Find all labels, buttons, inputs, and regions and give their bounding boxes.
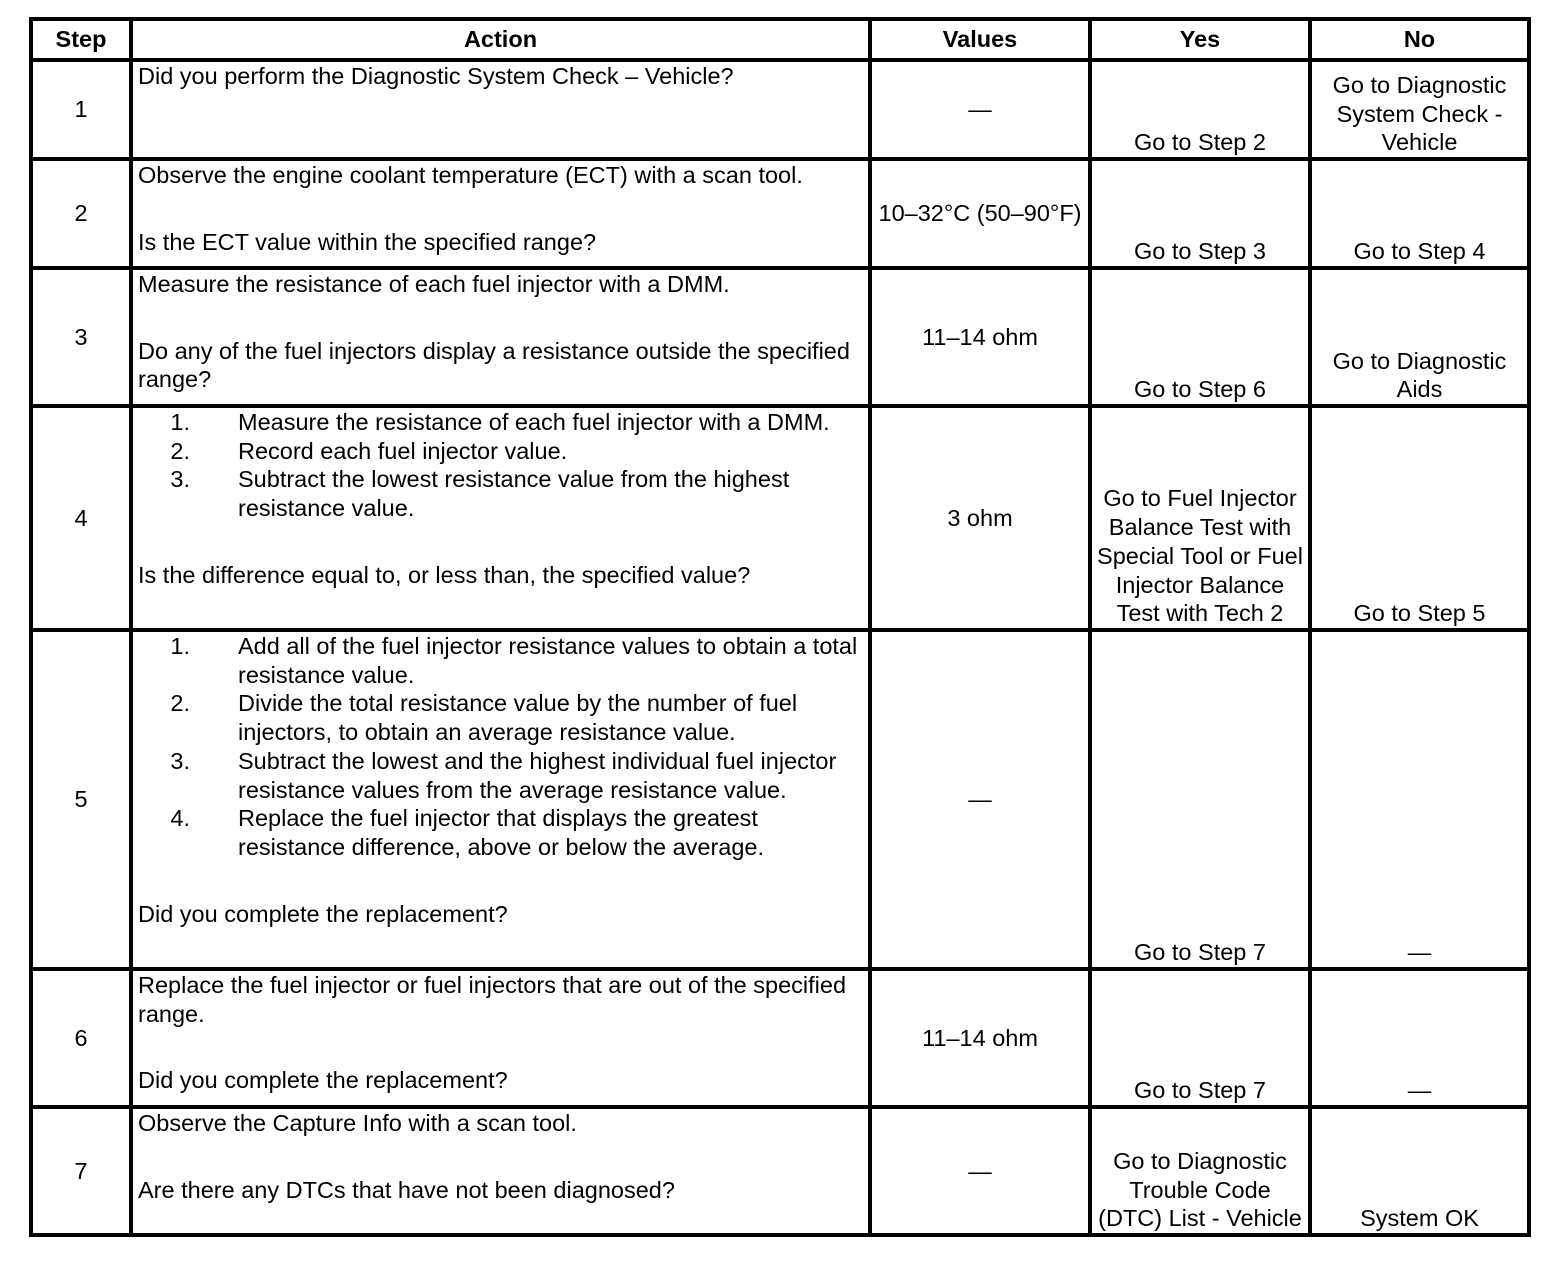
action-cell (131, 406, 870, 630)
yes-cell: Go to Fuel Injector Balance Test with Special Tool or Fuel Injector Balance Test with Tech 2 (1090, 406, 1310, 630)
list-text: Replace the fuel injector that displays the greatest resistance difference, above or below the average. (238, 805, 765, 860)
no-cell: Go to Diagnostic Aids (1310, 268, 1529, 406)
yes-cell: Go to Step 7 (1090, 630, 1310, 969)
list-item (138, 747, 863, 804)
list-text: Record each fuel injector value. (238, 437, 568, 464)
header-yes: Yes (1090, 19, 1310, 60)
action-cell (131, 630, 870, 969)
list-number: 3. (170, 466, 190, 493)
yes-cell: Go to Step 7 (1090, 969, 1310, 1107)
step-number: 6 (31, 969, 131, 1107)
header-action: Action (131, 19, 870, 60)
yes-cell: Go to Step 2 (1090, 60, 1310, 159)
value-cell: 11–14 ohm (870, 268, 1090, 406)
no-cell: Go to Step 4 (1310, 159, 1529, 268)
action-question: Is the difference equal to, or less than, the specified value? (138, 561, 751, 588)
action-question: Is the ECT value within the specified range? (138, 228, 597, 255)
yes-cell: Go to Diagnostic Trouble Code (DTC) List - Vehicle (1090, 1107, 1310, 1235)
list-number: 2. (170, 690, 190, 717)
no-cell: — (1310, 630, 1529, 969)
no-cell: Go to Diagnostic System Check - Vehicle (1310, 60, 1529, 159)
value-cell: — (870, 1107, 1090, 1235)
table-row (31, 406, 1529, 630)
table-row (31, 1107, 1529, 1235)
value-cell: — (870, 60, 1090, 159)
list-text: Subtract the lowest resistance value from the highest resistance value. (238, 466, 790, 522)
list-number: 4. (170, 805, 190, 832)
value-cell: 10–32°C (50–90°F) (870, 159, 1090, 268)
list-item (138, 804, 863, 861)
header-step: Step (31, 19, 131, 60)
list-item (138, 465, 863, 522)
value-cell: 11–14 ohm (870, 969, 1090, 1107)
step-number: 7 (31, 1107, 131, 1235)
list-item (138, 689, 863, 746)
list-text: Measure the resistance of each fuel injector with a DMM. (238, 409, 830, 435)
no-cell: — (1310, 969, 1529, 1107)
list-item (138, 632, 863, 689)
action-question: Do any of the fuel injectors display a resistance outside the specified range? (138, 337, 850, 393)
action-cell (131, 268, 870, 406)
list-item (138, 437, 863, 466)
header-row (31, 19, 1529, 60)
list-text: Add all of the fuel injector resistance values to obtain a total resistance value. (238, 633, 858, 688)
list-number: 3. (170, 747, 190, 774)
action-question: Are there any DTCs that have not been diagnosed? (138, 1176, 675, 1203)
instruction-list (138, 632, 863, 862)
list-number: 1. (170, 633, 190, 659)
step-number: 3 (31, 268, 131, 406)
action-cell (131, 1107, 870, 1235)
step-number: 4 (31, 406, 131, 630)
action-text: Did you perform the Diagnostic System Check – Vehicle? (138, 63, 734, 89)
list-text: Divide the total resistance value by the number of fuel injectors, to obtain an average resistance value. (238, 690, 798, 746)
list-number: 2. (170, 437, 190, 464)
no-cell: Go to Step 5 (1310, 406, 1529, 630)
header-no: No (1310, 19, 1529, 60)
step-number: 5 (31, 630, 131, 969)
list-text: Subtract the lowest and the highest individual fuel injector resistance values from the average resistance value. (238, 747, 837, 803)
table-row (31, 159, 1529, 268)
table-row (31, 630, 1529, 969)
diagnostic-table (29, 17, 1531, 1237)
action-cell (131, 969, 870, 1107)
table-row (31, 268, 1529, 406)
action-text: Observe the engine coolant temperature (ECT) with a scan tool. (138, 162, 803, 188)
yes-cell: Go to Step 6 (1090, 268, 1310, 406)
action-question: Did you complete the replacement? (138, 1067, 508, 1094)
action-text: Replace the fuel injector or fuel injectors that are out of the specified range. (138, 972, 847, 1027)
step-number: 1 (31, 60, 131, 159)
action-text: Observe the Capture Info with a scan tool. (138, 1110, 577, 1136)
action-question: Did you complete the replacement? (138, 900, 508, 927)
action-cell (131, 60, 870, 159)
no-cell: System OK (1310, 1107, 1529, 1235)
value-cell: 3 ohm (870, 406, 1090, 630)
action-cell (131, 159, 870, 268)
action-text: Measure the resistance of each fuel injector with a DMM. (138, 271, 730, 297)
list-number: 1. (170, 409, 190, 435)
table-row (31, 969, 1529, 1107)
instruction-list (138, 408, 863, 523)
yes-cell: Go to Step 3 (1090, 159, 1310, 268)
step-number: 2 (31, 159, 131, 268)
table-row (31, 60, 1529, 159)
header-values: Values (870, 19, 1090, 60)
list-item (138, 408, 863, 437)
value-cell: — (870, 630, 1090, 969)
